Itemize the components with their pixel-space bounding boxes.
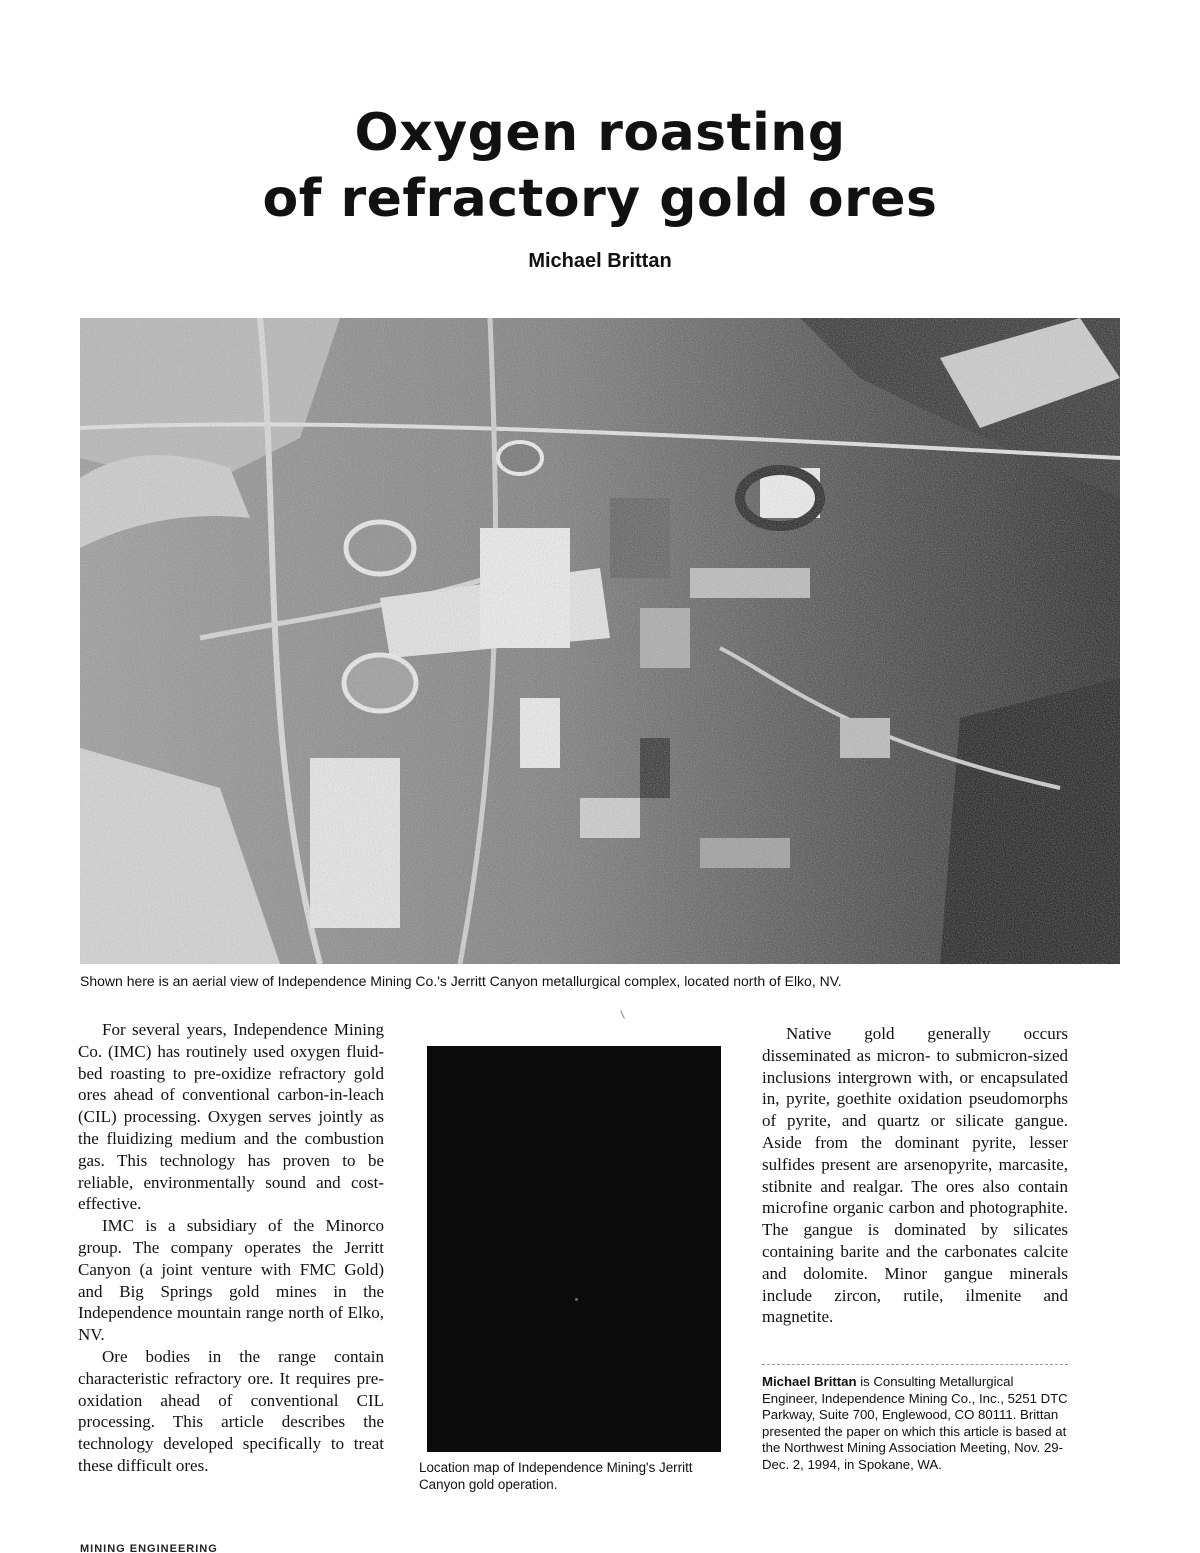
aerial-photo [80, 318, 1120, 964]
location-map-figure [427, 1046, 721, 1452]
body-paragraph: For several years, Independence Mining Co. (IMC) has routinely used oxygen fluid-bed roasting to pre-oxidize refractory gold ores ahead of conventional carbon-in-leach (CIL) processing. Oxygen serves jointly as the fluidizing medium and the combustion gas. This technology has proven to be reliable, environmentally sound and cost-effective. [78, 1020, 384, 1214]
journal-footer [80, 1538, 280, 1553]
stray-mark [620, 1010, 625, 1019]
author-bio [762, 1374, 1068, 1473]
map-marker-icon [575, 1298, 578, 1301]
aerial-photo-caption: Shown here is an aerial view of Independence Mining Co.'s Jerritt Canyon metallurgical complex, located north of Elko, NV. [80, 973, 842, 989]
body-paragraph: Native gold generally occurs disseminated as micron- to submicron-sized inclusions intergrown with, or encapsulated in, pyrite, goethite oxidation pseudomorphs of pyrite, and quartz or silicate gangue. Aside from the dominant pyrite, lesser sulfides present are arsenopyrite, marcasite, stibnite and realgar. The ores also contain microfine organic carbon and photographite. The gangue is dominated by silicates containing barite and the carbonates calcite and dolomite. Minor gangue minerals include zircon, rutile, ilmenite and magnetite. [762, 1024, 1068, 1327]
title-line-2: of refractory gold ores [262, 169, 938, 229]
bio-divider [762, 1364, 1068, 1365]
title-line-1: Oxygen roasting [354, 103, 846, 163]
map-caption-line-1: Location map of Independence Mining's Jerritt [419, 1460, 693, 1475]
bio-author-name: Michael Brittan [762, 1374, 857, 1389]
aerial-photo-illustration [80, 318, 1120, 964]
journal-name: MINING ENGINEERING [80, 1543, 218, 1553]
body-paragraph: IMC is a subsidiary of the Minorco group. The company operates the Jerritt Canyon (a joint venture with FMC Gold) and Big Springs gold mines in the Independence mountain range north of Elko, NV. [78, 1216, 384, 1345]
location-map-caption [419, 1459, 739, 1493]
article-title [0, 100, 1200, 232]
map-caption-line-2: Canyon gold operation. [419, 1477, 558, 1492]
body-column-left [78, 1019, 384, 1477]
author-name: Michael Brittan [528, 250, 672, 272]
body-paragraph: Ore bodies in the range contain characteristic refractory ore. It requires pre-oxidation ahead of conventional CIL processing. This article describes the technology developed specifically to treat these difficult ores. [78, 1346, 384, 1475]
bio-text: is Consulting Metallurgical Engineer, Independence Mining Co., Inc., 5251 DTC Parkway, Suite 700, Englewood, CO 80111. Brittan presented the paper on which this article is based at the Northwest Mining Association Meeting, Nov. 29-Dec. 2, 1994, in Spokane, WA. [762, 1374, 1068, 1472]
body-column-right [762, 1023, 1068, 1328]
